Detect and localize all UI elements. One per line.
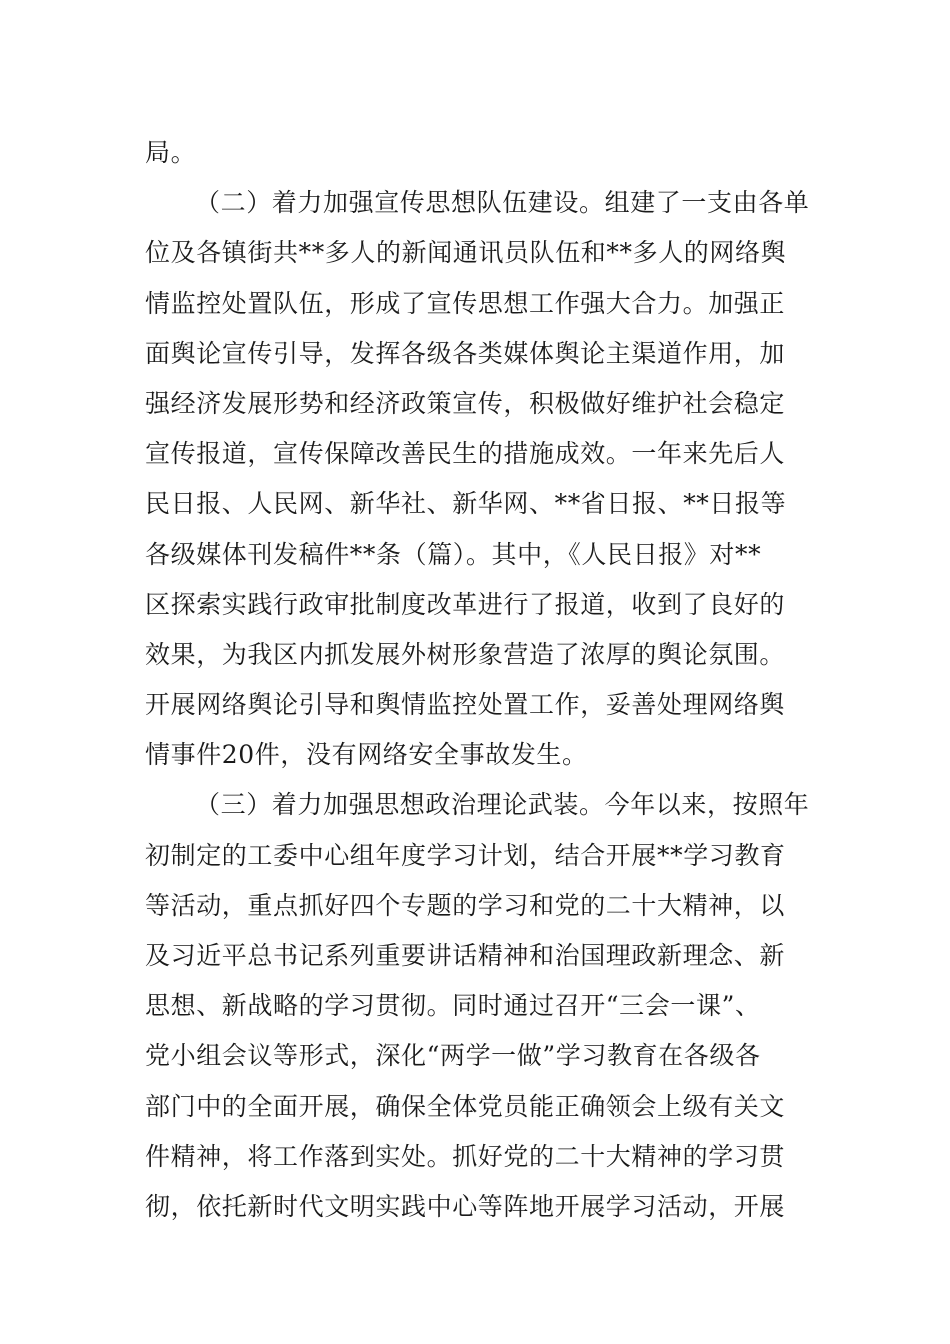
paragraph-line: 及习近平总书记系列重要讲话精神和治国理政新理念、新	[145, 941, 786, 970]
paragraph-line: 等活动，重点抓好四个专题的学习和党的二十大精神，以	[145, 890, 786, 920]
paragraph-line: 宣传报道，宣传保障改善民生的措施成效。一年来先后人	[145, 439, 786, 469]
paragraph-line: 强经济发展形势和经济政策宣传，积极做好维护社会稳定	[145, 388, 786, 418]
paragraph-line: 开展网络舆论引导和舆情监控处置工作，妥善处理网络舆	[145, 690, 786, 720]
paragraph-line: 位及各镇街共**多人的新闻通讯员队伍和**多人的网络舆	[145, 238, 787, 268]
paragraph-line: 局。	[145, 138, 197, 167]
paragraph-line: 区探索实践行政审批制度改革进行了报道，收到了良好的	[145, 589, 786, 619]
paragraph-line: （三）着力加强思想政治理论武装。今年以来，按照年	[195, 790, 810, 820]
paragraph-line: （二）着力加强宣传思想队伍建设。组建了一支由各单	[195, 188, 810, 218]
paragraph-line: 效果，为我区内抓发展外树形象营造了浓厚的舆论氛围。	[145, 639, 786, 669]
paragraph-line: 党小组会议等形式，深化“两学一做”学习教育在各级各	[145, 1041, 761, 1071]
paragraph-line: 彻，依托新时代文明实践中心等阵地开展学习活动，开展	[145, 1191, 786, 1221]
paragraph-line: 初制定的工委中心组年度学习计划，结合开展**学习教育	[145, 840, 786, 870]
paragraph-line: 情事件20件，没有网络安全事故发生。	[145, 740, 588, 770]
document-body	[145, 128, 810, 1232]
paragraph-line: 情监控处置队伍，形成了宣传思想工作强大合力。加强正	[145, 288, 786, 318]
paragraph-line: 各级媒体刊发稿件**条（篇）。其中，《人民日报》对**	[145, 539, 762, 569]
paragraph-line: 思想、新战略的学习贯彻。同时通过召开“三会一课”、	[145, 991, 761, 1021]
paragraph-line: 件精神，将工作落到实处。抓好党的二十大精神的学习贯	[145, 1141, 786, 1171]
paragraph-line: 部门中的全面开展，确保全体党员能正确领会上级有关文	[145, 1091, 786, 1121]
paragraph-line: 面舆论宣传引导，发挥各级各类媒体舆论主渠道作用，加	[145, 338, 786, 368]
paragraph-line: 民日报、人民网、新华社、新华网、**省日报、**日报等	[145, 489, 787, 519]
